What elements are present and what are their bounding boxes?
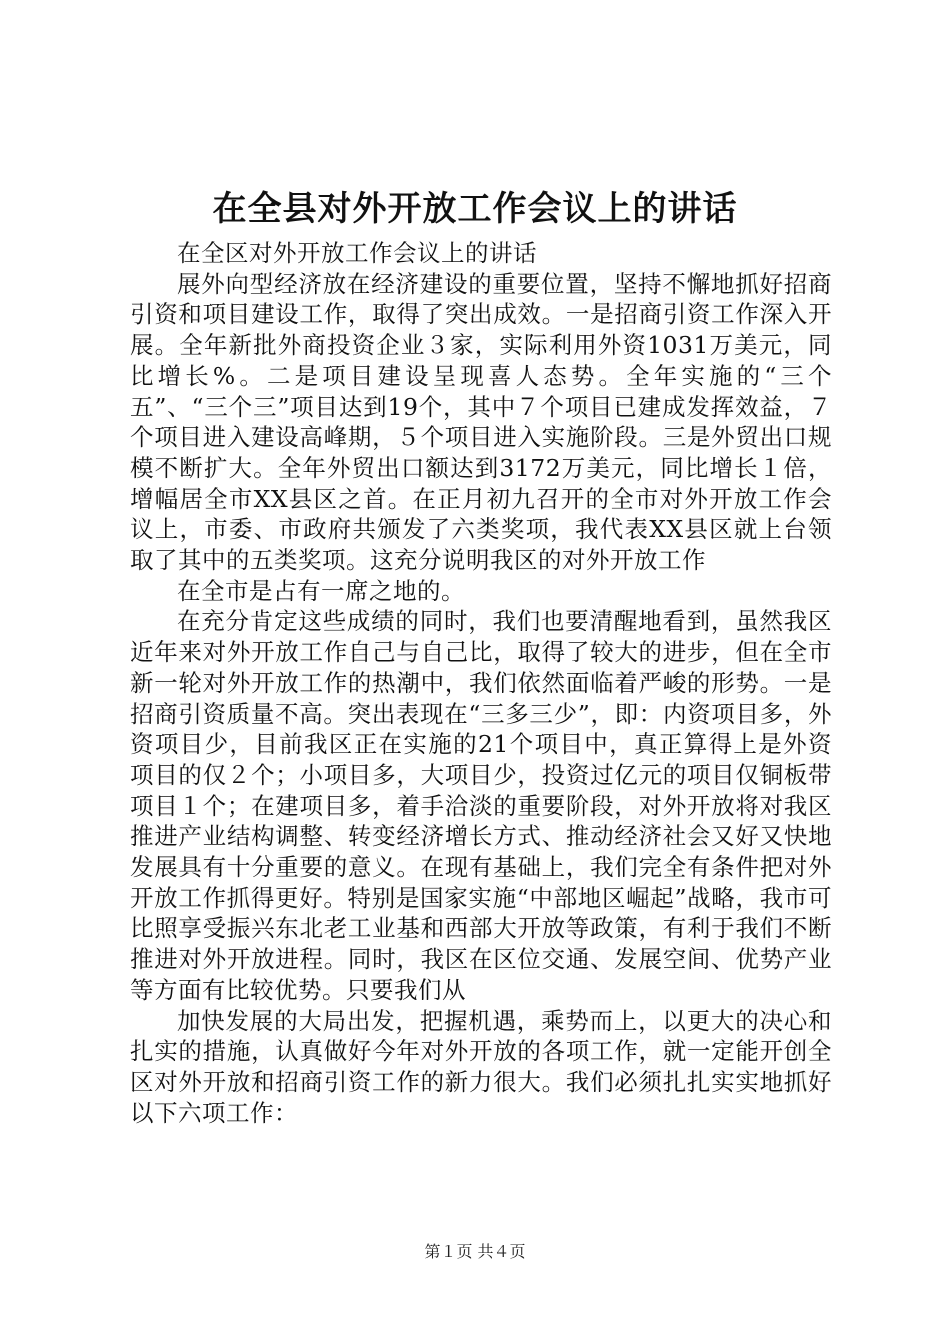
paragraph-subtitle: 在全区对外开放工作会议上的讲话	[177, 239, 537, 267]
paragraph-achievements: 展外向型经济放在经济建设的重要位置，坚持不懈地抓好招商引资和项目建设工作，取得了突出成效。一是招商引资工作深入开展。全年新批外商投资企业３家，实际利用外资1031万美元，同比增长%。二是项目建设呈现喜人态势。全年实施的“三个五”、“三个三”项目达到19个，其中７个项目已建成发挥效益，７个项目进入建设高峰期，５个项目进入实施阶段。三是外贸出口规模不断扩大。全年外贸出口额达到3172万美元，同比增长１倍，增幅居全市XX县区之首。在正月初九召开的全市对外开放工作会议上，市委、市政府共颁发了六类奖项，我代表XX县区就上台领取了其中的五类奖项。这充分说明我区的对外开放工作	[130, 269, 832, 575]
document-body	[130, 238, 832, 1128]
paragraph-standing: 在全市是占有一席之地的。	[177, 576, 465, 605]
document-title: 在全县对外开放工作会议上的讲话	[212, 189, 738, 229]
paragraph-challenges: 在充分肯定这些成绩的同时，我们也要清醒地看到，虽然我区近年来对外开放工作自己与自己比，取得了较大的进步，但在全市新一轮对外开放工作的热潮中，我们依然面临着严峻的形势。一是招商引资质量不高。突出表现在“三多三少”，即：内资项目多，外资项目少，目前我区正在实施的21个项目中，真正算得上是外资项目的仅２个；小项目多，大项目少，投资过亿元的项目仅铜板带项目１个；在建项目多，着手洽淡的重要阶段，对外开放将对我区推进产业结构调整、转变经济增长方式、推动经济社会又好又快地发展具有十分重要的意义。在现有基础上，我们完全有条件把对外开放工作抓得更好。特别是国家实施“中部地区崛起”战略，我市可比照享受振兴东北老工业基和西部大开放等政策，有利于我们不断推进对外开放进程。同时，我区在区位交通、发展空间、优势产业等方面有比较优势。只要我们从	[130, 607, 832, 1004]
paragraph-tasks: 加快发展的大局出发，把握机遇，乘势而上，以更大的决心和扎实的措施，认真做好今年对外开放的各项工作，就一定能开创全区对外开放和招商引资工作的新力很大。我们必须扎扎实实地抓好以下六项工作：	[130, 1006, 832, 1127]
page-number-footer: 第１页 共４页	[424, 1242, 526, 1261]
